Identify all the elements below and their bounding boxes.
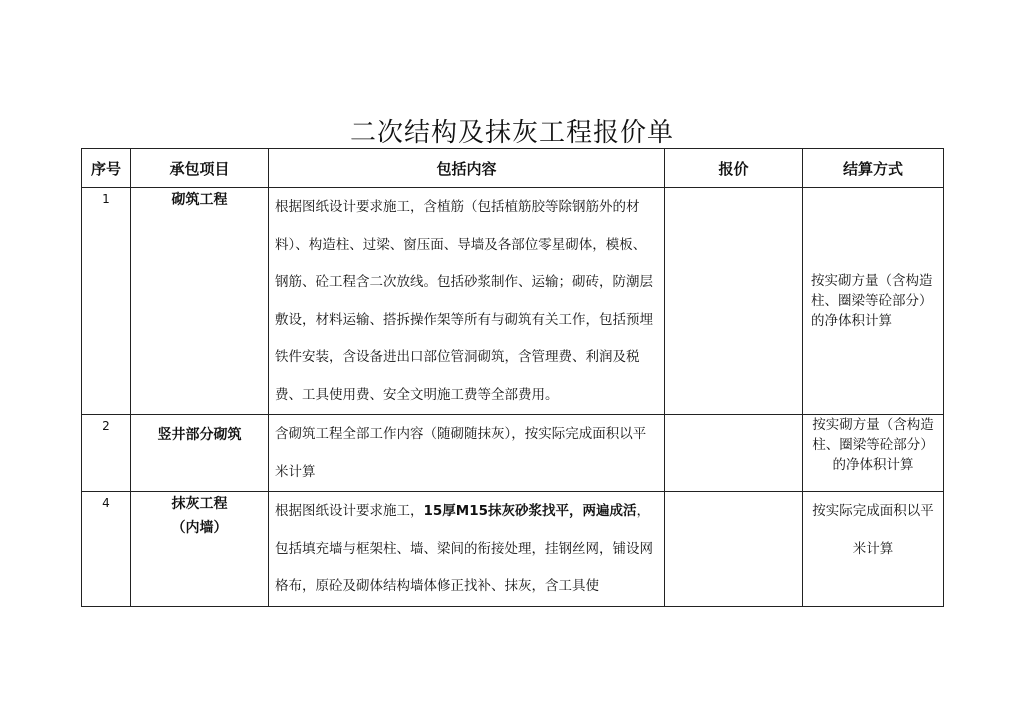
header-no: 序号 [82, 149, 131, 188]
header-settlement: 结算方式 [803, 149, 944, 188]
row-content: 根据图纸设计要求施工，含植筋（包括植筋胶等除钢筋外的材料）、构造柱、过梁、窗压面、导墙及各部位零星砌体，模板、钢筋、砼工程含二次放线。包括砂浆制作、运输；砌砖，防潮层敷设，材料运输、搭拆操作架等所有与砌筑有关工作，包括预埋铁件安装，含设备进出口部位管洞砌筑，含管理费、利润及税费、工具使用费、安全文明施工费等全部费用。 [269, 188, 665, 415]
row-no: 2 [82, 415, 131, 492]
row-item-label: 抹灰工程 [171, 496, 228, 512]
row-settlement: 按实砌方量（含构造柱、圈梁等砼部分）的净体积计算 [803, 415, 944, 492]
header-price: 报价 [665, 149, 803, 188]
content-text-tail: ，包括填充墙与框架柱、墙、梁间的衔接处理，挂钢丝网，铺设网格布，原砼及砌体结构墙体修正找补、抹灰，含工具使 [275, 503, 653, 594]
row-item-label: 竖井部分砌筑 [157, 427, 242, 443]
row-price[interactable] [665, 188, 803, 415]
row-settlement: 按实际完成面积以平米计算 [803, 492, 944, 607]
row-settlement: 按实砌方量（含构造柱、圈梁等砼部分）的净体积计算 [803, 188, 944, 415]
row-price[interactable] [665, 415, 803, 492]
document-title: 二次结构及抹灰工程报价单 [349, 118, 674, 148]
row-item-label: 砌筑工程 [171, 192, 228, 208]
content-text: 根据图纸设计要求施工， [275, 503, 424, 519]
row-no: 4 [82, 492, 131, 607]
header-item: 承包项目 [131, 149, 269, 188]
row-no: 1 [82, 188, 131, 415]
content-bold-spec: 15厚M15抹灰砂浆找平，两遍成活 [423, 503, 637, 519]
table-header-row [82, 149, 944, 188]
row-item-sublabel: （内墙） [171, 520, 228, 536]
row-price[interactable] [665, 492, 803, 607]
header-content: 包括内容 [269, 149, 665, 188]
table-row [82, 415, 944, 492]
table-row [82, 188, 944, 415]
row-content: 含砌筑工程全部工作内容（随砌随抹灰），按实际完成面积以平米计算 [269, 415, 665, 492]
row-item [131, 188, 269, 415]
row-item [131, 415, 269, 492]
row-item [131, 492, 269, 607]
row-content [269, 492, 665, 607]
table-row [82, 492, 944, 607]
quote-table [81, 148, 944, 607]
